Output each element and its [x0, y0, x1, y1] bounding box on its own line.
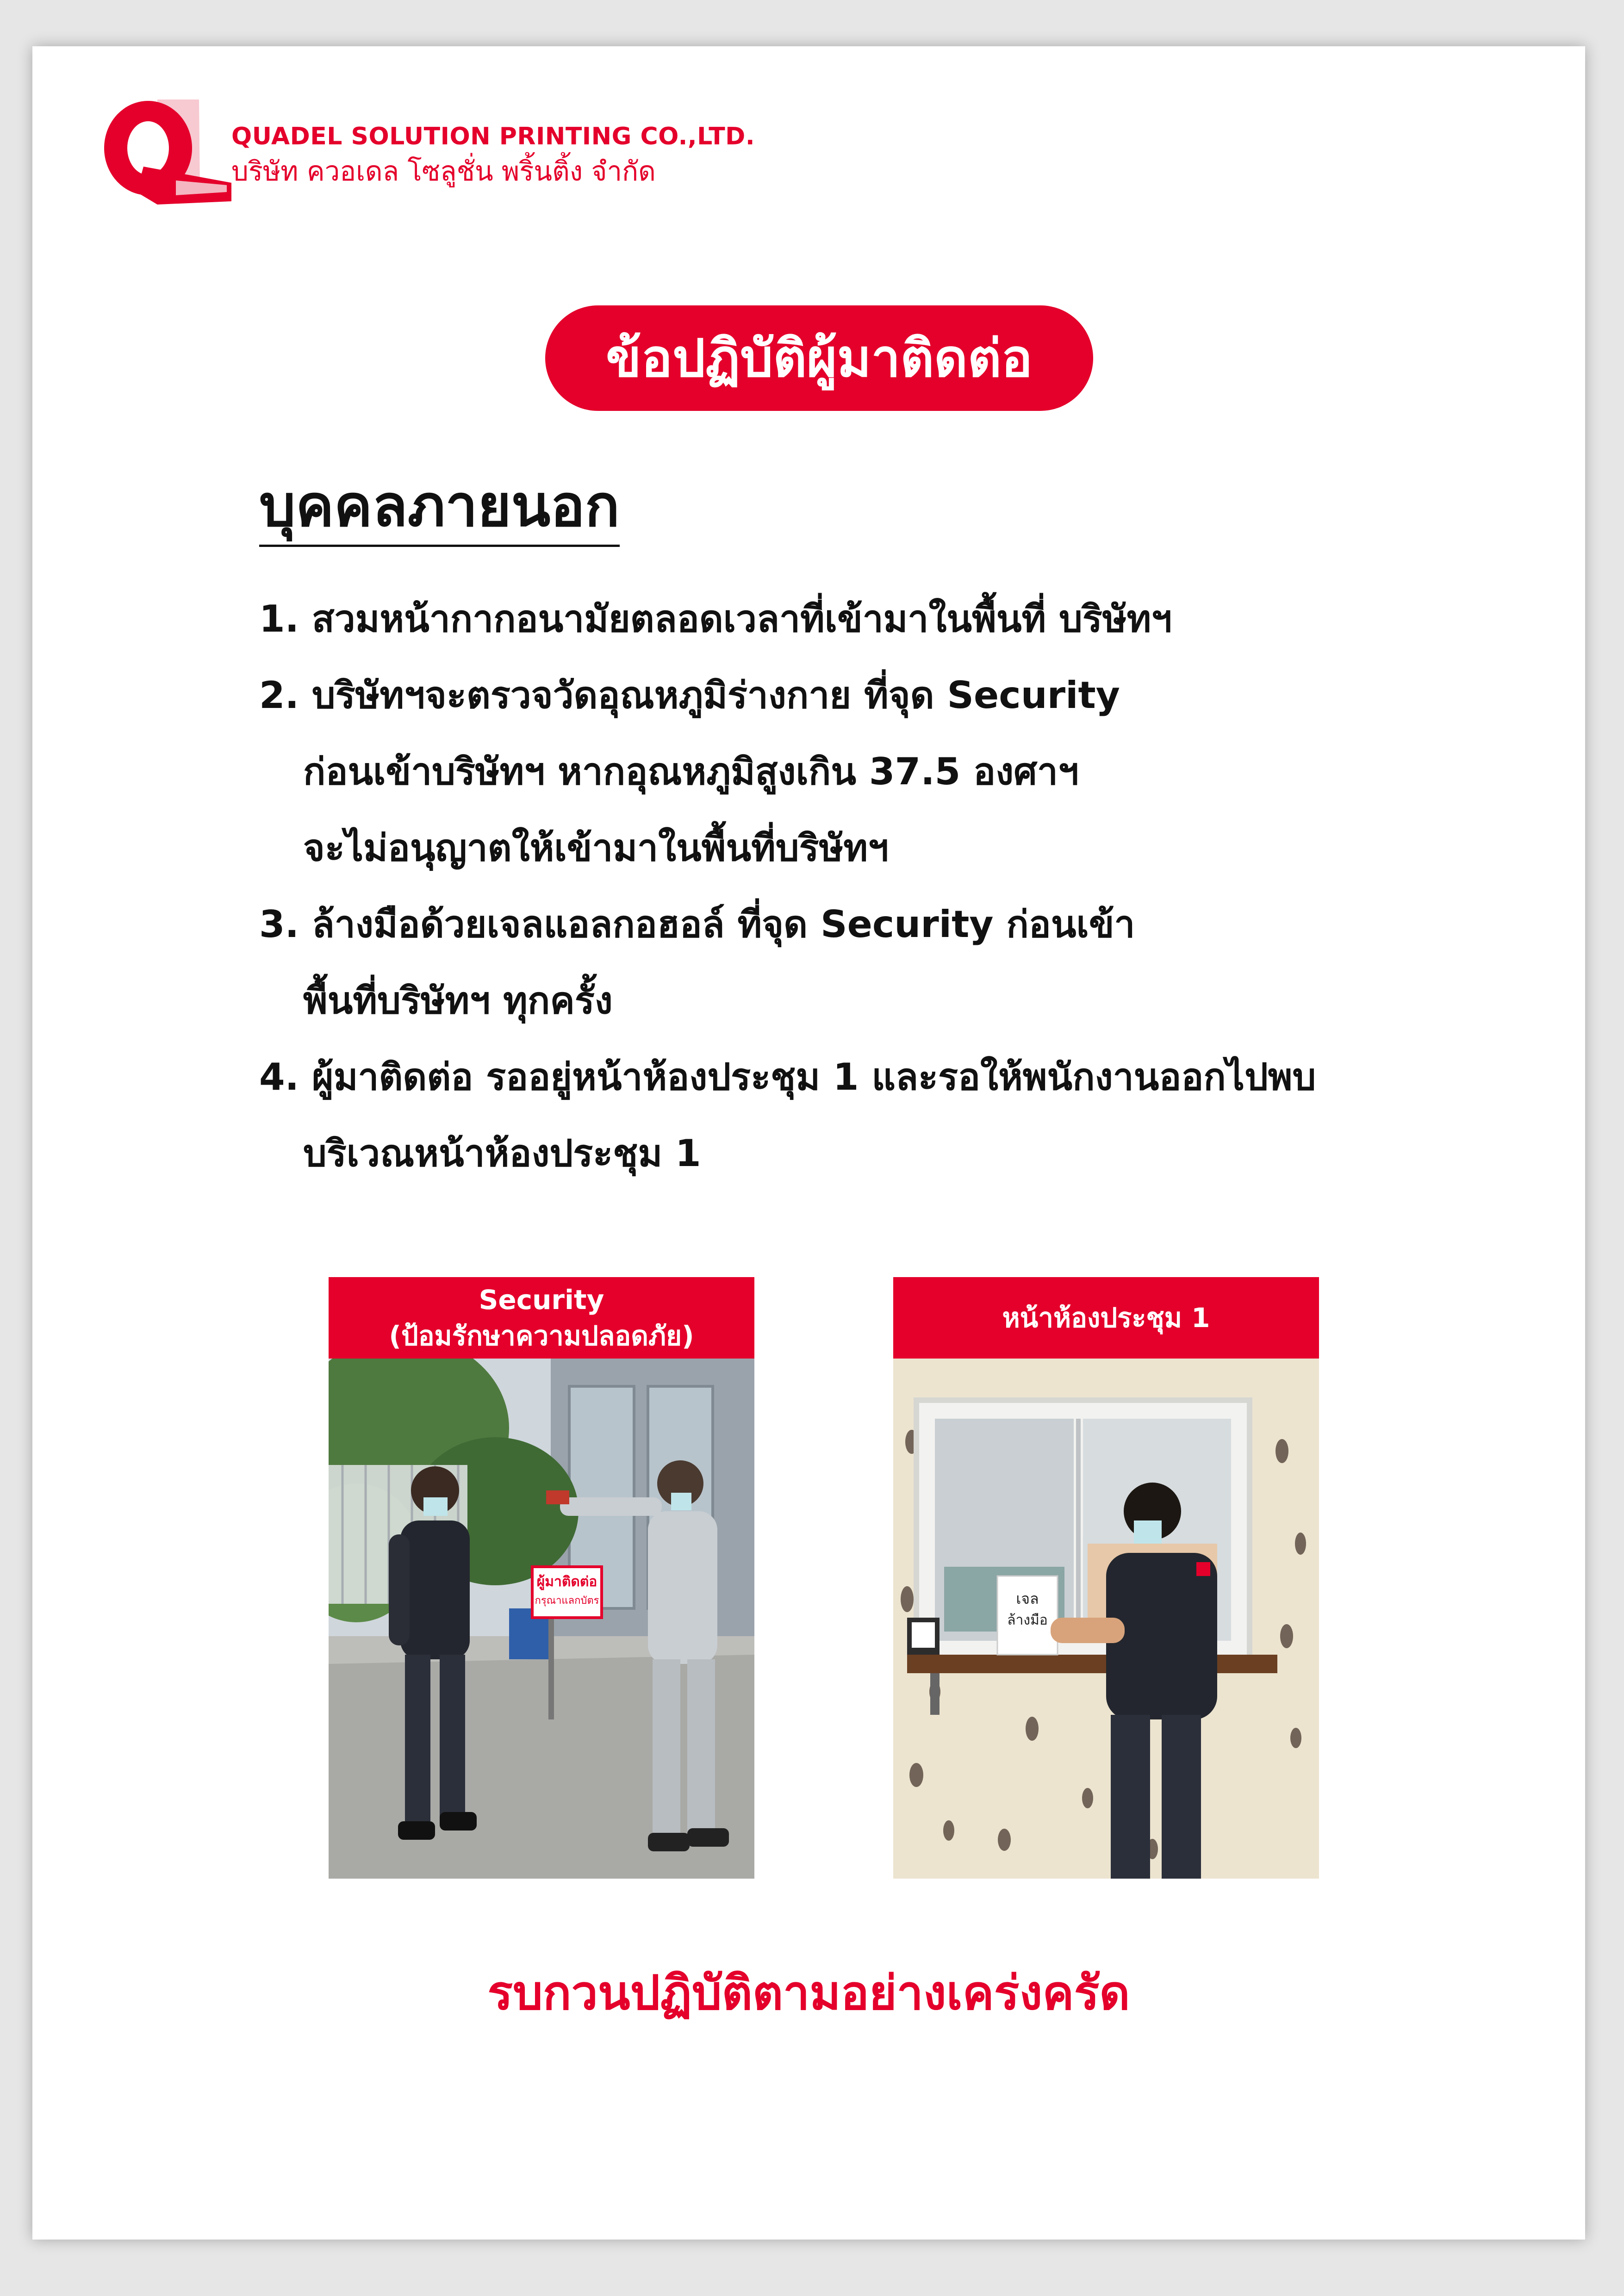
rules-list: [259, 581, 1509, 1191]
photo-card-meeting-room: [893, 1277, 1319, 1879]
rule-2-line-2: ก่อนเข้าบริษัทฯ หากอุณหภูมิสูงเกิน 37.5 องศาฯ: [303, 750, 1079, 793]
company-name-en: QUADEL SOLUTION PRINTING CO.,LTD.: [231, 123, 755, 150]
photo-caption-line-1: Security: [479, 1284, 604, 1316]
rule-1-line-1: 1. สวมหน้ากากอนามัยตลอดเวลาที่เข้ามาในพื้นที่ บริษัทฯ: [259, 597, 1172, 640]
sign-text-line-2: ล้างมือ: [1007, 1612, 1048, 1628]
sign-text-line-1: เจล: [1016, 1590, 1039, 1607]
security-checkpoint-photo: [329, 1359, 754, 1879]
rule-3-line-2: พื้นที่บริษัทฯ ทุกครั้ง: [303, 979, 613, 1022]
photo-caption-line-1: หน้าห้องประชุม 1: [1002, 1302, 1210, 1334]
footer-message: รบกวนปฏิบัติตามอย่างเคร่งครัด: [487, 1966, 1130, 2021]
company-name: [231, 120, 755, 190]
photo-card-security: [329, 1277, 754, 1879]
photo-card-header: [893, 1277, 1319, 1359]
photo-card-header: [329, 1277, 754, 1359]
sign-text-line-2: กรุณาแลกบัตร: [535, 1595, 599, 1607]
photo-caption-line-2: (ป้อมรักษาความปลอดภัย): [389, 1320, 694, 1352]
meeting-room-photo: [893, 1359, 1319, 1879]
company-name-th: บริษัท ควอเดล โซลูชั่น พริ้นติ้ง จำกัด: [231, 155, 656, 187]
section-heading: บุคคลภายนอก: [259, 472, 620, 547]
sign-text-line-1: ผู้มาติดต่อ: [536, 1574, 597, 1590]
rule-3-line-1: 3. ล้างมือด้วยเจลแอลกอฮอล์ ที่จุด Security ก่อนเข้า: [259, 903, 1135, 946]
rule-4-line-1: 4. ผู้มาติดต่อ รออยู่หน้าห้องประชุม 1 และรอให้พนักงานออกไปพบ: [259, 1055, 1316, 1098]
title-banner: ข้อปฏิบัติผู้มาติดต่อ: [545, 305, 1093, 411]
rule-2-line-3: จะไม่อนุญาตให้เข้ามาในพื้นที่บริษัทฯ: [303, 826, 889, 869]
company-logo-icon: [93, 97, 231, 217]
document-page: [32, 46, 1585, 2240]
rule-4-line-2: บริเวณหน้าห้องประชุม 1: [303, 1132, 701, 1175]
rule-2-line-1: 2. บริษัทฯจะตรวจวัดอุณหภูมิร่างกาย ที่จุด Security: [259, 674, 1120, 717]
